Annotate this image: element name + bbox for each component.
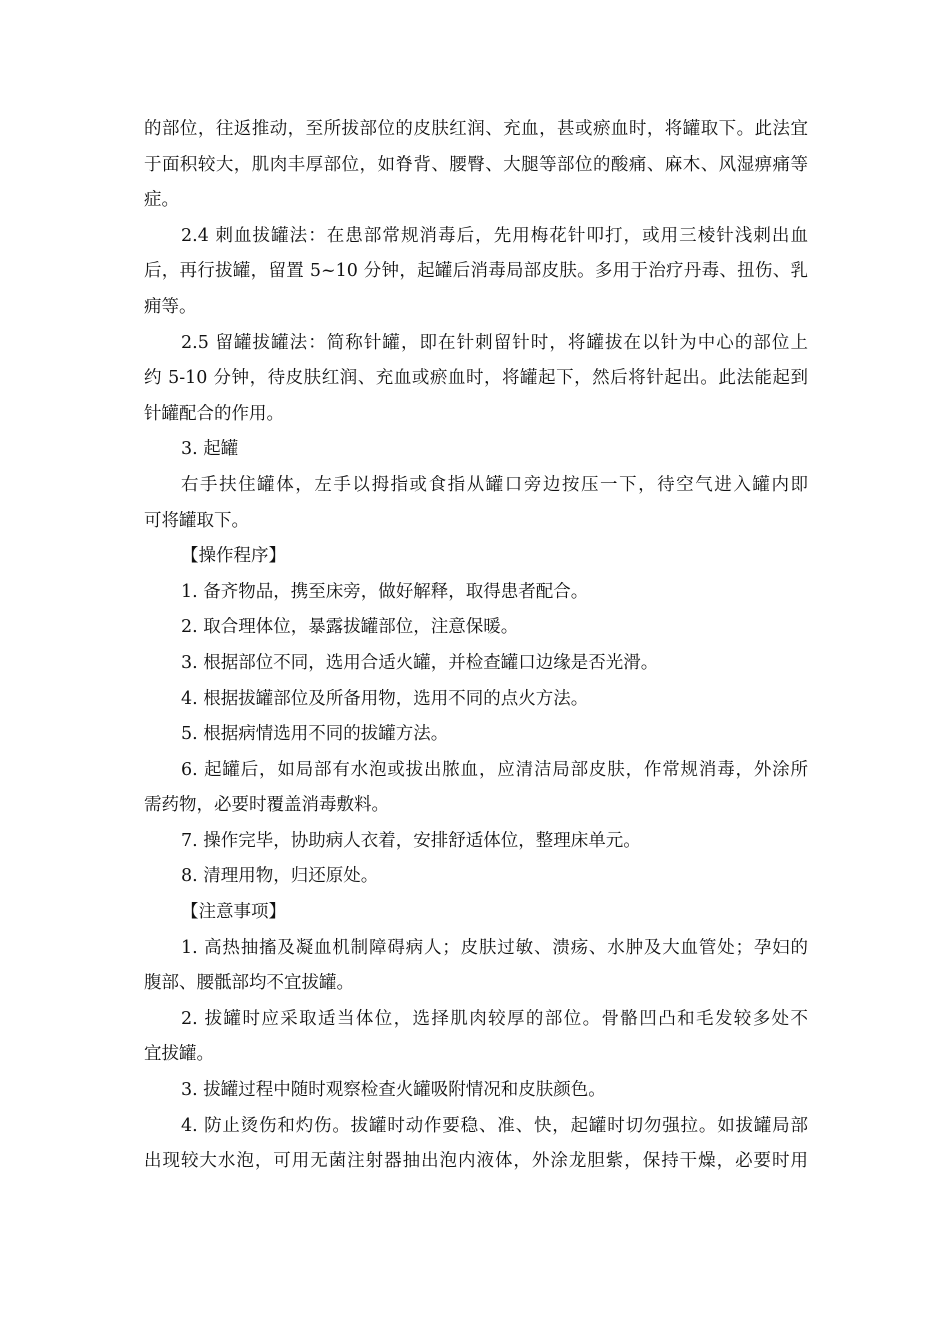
text-line: 2. 取合理体位，暴露拔罐部位，注意保暖。 bbox=[181, 617, 519, 638]
text-line: 后，再行拔罐，留置 5~10 分钟，起罐后消毒局部皮肤。多用于治疗丹毒、扭伤、乳 bbox=[144, 261, 808, 282]
text-line: 4. 根据拔罐部位及所备用物，选用不同的点火方法。 bbox=[181, 688, 589, 709]
text-line: 3. 拔罐过程中随时观察检查火罐吸附情况和皮肤颜色。 bbox=[181, 1080, 606, 1101]
text-line: 2.4 刺血拔罐法：在患部常规消毒后，先用梅花针叩打，或用三棱针浅刺出血 bbox=[181, 225, 808, 246]
text-line: 痈等。 bbox=[144, 296, 197, 317]
text-line: 8. 清理用物，归还原处。 bbox=[181, 866, 379, 887]
text-line: 出现较大水泡，可用无菌注射器抽出泡内液体，外涂龙胆紫，保持干燥，必要时用 bbox=[144, 1151, 808, 1172]
text-line: 宜拔罐。 bbox=[144, 1044, 214, 1065]
text-line: 6. 起罐后，如局部有水泡或拔出脓血，应清洁局部皮肤，作常规消毒，外涂所 bbox=[181, 759, 808, 780]
text-line: 2.5 留罐拔罐法：简称针罐，即在针刺留针时，将罐拔在以针为中心的部位上 bbox=[181, 332, 808, 353]
text-line: 症。 bbox=[144, 190, 179, 211]
text-line: 4. 防止烫伤和灼伤。拔罐时动作要稳、准、快，起罐时切勿强拉。如拔罐局部 bbox=[181, 1115, 808, 1136]
text-line: 需药物，必要时覆盖消毒敷料。 bbox=[144, 795, 389, 816]
text-line: 【操作程序】 bbox=[181, 546, 286, 567]
text-line: 的部位，往返推动，至所拔部位的皮肤红润、充血，甚或瘀血时，将罐取下。此法宜 bbox=[144, 119, 808, 139]
text-line: 腹部、腰骶部均不宜拔罐。 bbox=[144, 973, 354, 994]
text-line: 1. 备齐物品，携至床旁，做好解释，取得患者配合。 bbox=[181, 581, 589, 602]
text-line: 7. 操作完毕，协助病人衣着，安排舒适体位，整理床单元。 bbox=[181, 830, 641, 851]
text-line: 【注意事项】 bbox=[181, 902, 286, 923]
text-line: 约 5-10 分钟，待皮肤红润、充血或瘀血时，将罐起下，然后将针起出。此法能起到 bbox=[144, 368, 808, 389]
text-line: 于面积较大，肌肉丰厚部位，如脊背、腰臀、大腿等部位的酸痛、麻木、风湿痹痛等 bbox=[144, 154, 808, 175]
text-line: 3. 起罐 bbox=[181, 439, 239, 460]
text-line: 3. 根据部位不同，选用合适火罐，并检查罐口边缘是否光滑。 bbox=[181, 652, 659, 673]
text-line: 可将罐取下。 bbox=[144, 510, 249, 531]
text-line: 右手扶住罐体，左手以拇指或食指从罐口旁边按压一下，待空气进入罐内即 bbox=[181, 474, 808, 495]
text-line: 2. 拔罐时应采取适当体位，选择肌肉较厚的部位。骨骼凹凸和毛发较多处不 bbox=[181, 1008, 808, 1029]
text-line: 针罐配合的作用。 bbox=[144, 403, 284, 424]
document-page bbox=[144, 112, 808, 1180]
text-line: 5. 根据病情选用不同的拔罐方法。 bbox=[181, 724, 449, 745]
text-line: 1. 高热抽搐及凝血机制障碍病人；皮肤过敏、溃疡、水肿及大血管处；孕妇的 bbox=[181, 937, 808, 958]
